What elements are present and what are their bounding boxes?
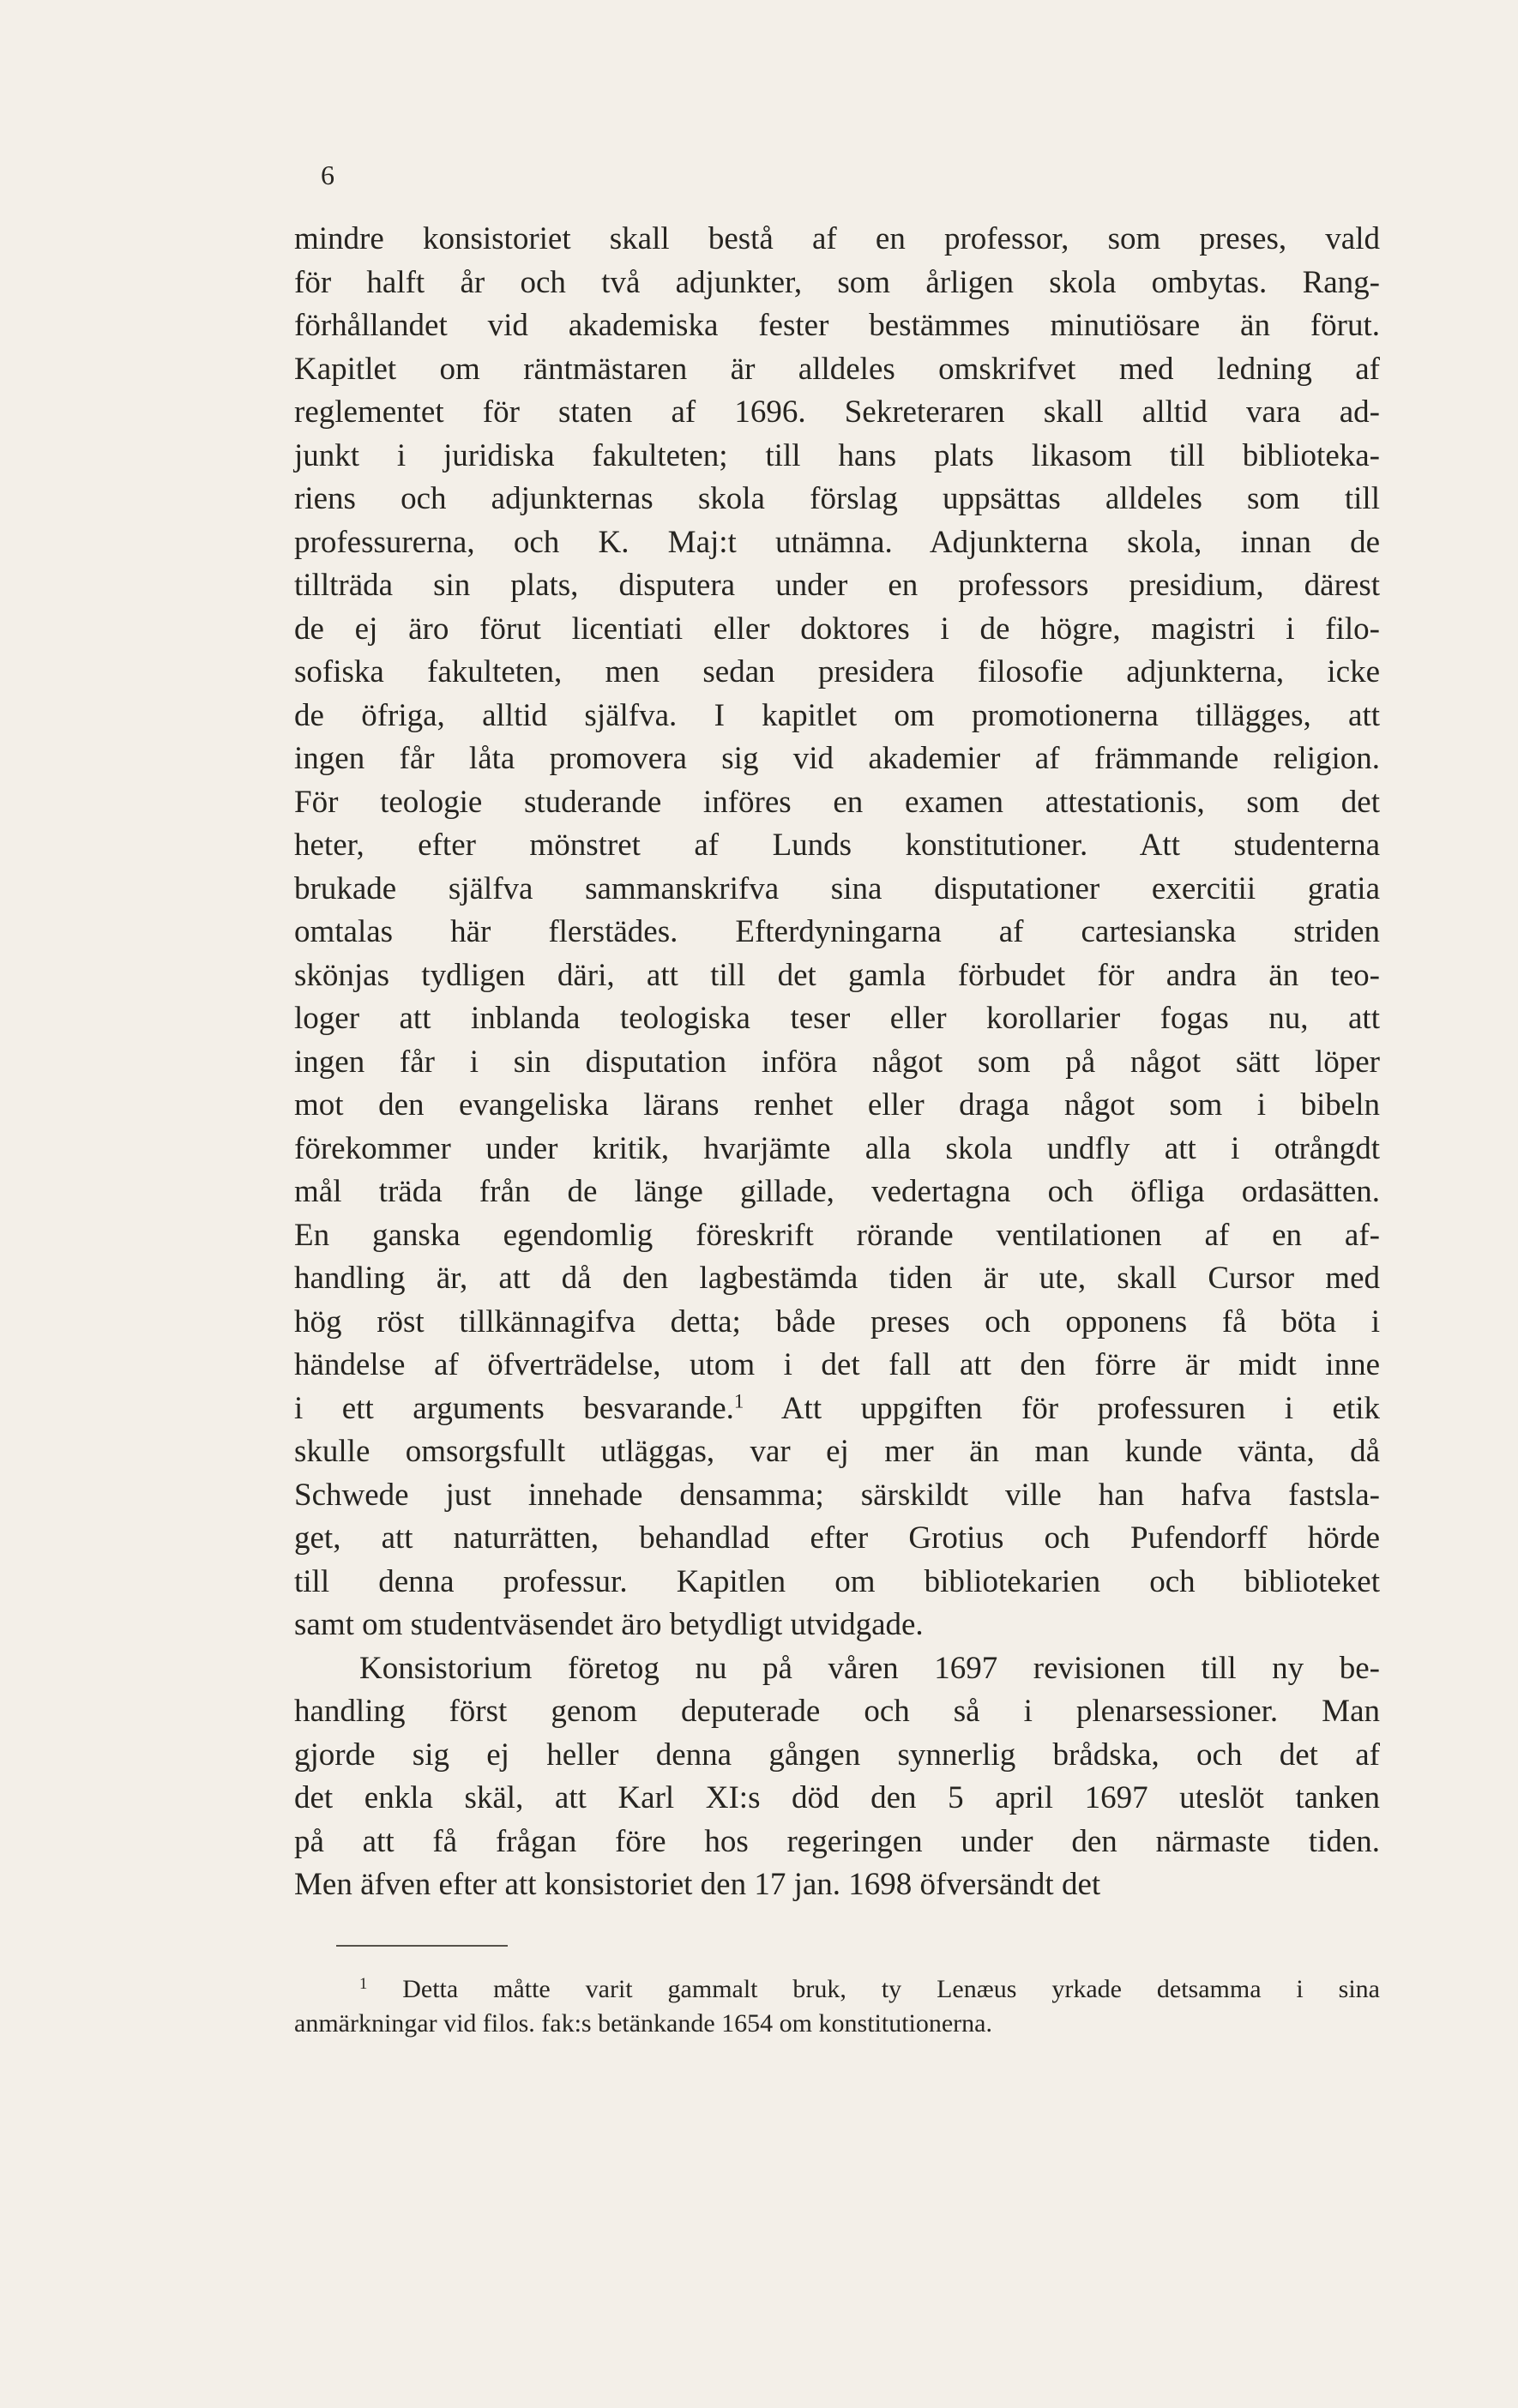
text-line: förhållandet vid akademiska fester bestämmes minutiösare än förut. bbox=[294, 308, 1380, 343]
text-line: handling är, att då den lagbestämda tiden är ute, skall Cursor med bbox=[294, 1261, 1380, 1296]
line-segment: Att uppgiften för professuren i etik bbox=[744, 1390, 1380, 1426]
line-segment: i ett arguments besvarande. bbox=[294, 1390, 734, 1426]
text-line: de öfriga, alltid själfva. I kapitlet om promotionerna tillägges, att bbox=[294, 697, 1380, 733]
footnote-line bbox=[294, 1972, 1380, 2007]
text-line: för halft år och två adjunkter, som årligen skola ombytas. Rang- bbox=[294, 264, 1380, 300]
footnotes bbox=[294, 1972, 1380, 2041]
text-line: mot den evangeliska lärans renhet eller draga något som i bibeln bbox=[294, 1087, 1380, 1123]
text-line: En ganska egendomlig föreskrift rörande ventilationen af en af- bbox=[294, 1217, 1380, 1253]
text-line: omtalas här flerstädes. Efterdyningarna af cartesianska striden bbox=[294, 914, 1380, 949]
text-line bbox=[294, 1388, 1380, 1431]
text-line: tillträda sin plats, disputera under en professors presidium, därest bbox=[294, 568, 1380, 603]
text-line: mål träda från de länge gillade, vedertagna och öfliga ordasätten. bbox=[294, 1174, 1380, 1209]
text-line: till denna professur. Kapitlen om bibliotekarien och biblioteket bbox=[294, 1563, 1380, 1599]
text-line: på att få frågan före hos regeringen under den närmaste tiden. bbox=[294, 1823, 1380, 1859]
footnote-divider bbox=[336, 1945, 508, 1947]
body-text bbox=[294, 218, 1380, 1907]
text-line: gjorde sig ej heller denna gången synnerlig brådska, och det af bbox=[294, 1737, 1380, 1773]
text-line: Kapitlet om räntmästaren är alldeles omskrifvet med ledning af bbox=[294, 351, 1380, 387]
text-line: händelse af öfverträdelse, utom i det fall att den förre är midt inne bbox=[294, 1347, 1380, 1382]
text-line: det enkla skäl, att Karl XI:s död den 5 april 1697 uteslöt tanken bbox=[294, 1780, 1380, 1815]
text-line: brukade själfva sammanskrifva sina disputationer exercitii gratia bbox=[294, 870, 1380, 906]
footnote-reference: 1 bbox=[733, 1389, 744, 1412]
text-line: ingen får i sin disputation införa något som på något sätt löper bbox=[294, 1044, 1380, 1080]
text-line: junkt i juridiska fakulteten; till hans plats likasom till biblioteka- bbox=[294, 437, 1380, 473]
text-line: get, att naturrätten, behandlad efter Grotius och Pufendorff hörde bbox=[294, 1520, 1380, 1556]
text-line: de ej äro förut licentiati eller doktores i de högre, magistri i filo- bbox=[294, 611, 1380, 647]
text-line: skönjas tydligen däri, att till det gamla förbudet för andra än teo- bbox=[294, 957, 1380, 993]
text-line: förekommer under kritik, hvarjämte alla skola undfly att i otrångdt bbox=[294, 1130, 1380, 1166]
text-line: Konsistorium företog nu på våren 1697 revisionen till ny be- bbox=[359, 1650, 1380, 1686]
text-line: heter, efter mönstret af Lunds konstitutioner. Att studenterna bbox=[294, 828, 1380, 863]
text-line: mindre konsistoriet skall bestå af en professor, som preses, vald bbox=[294, 221, 1380, 256]
text-line: riens och adjunkternas skola förslag uppsättas alldeles som till bbox=[294, 481, 1380, 516]
text-line: loger att inblanda teologiska teser eller korollarier fogas nu, att bbox=[294, 1001, 1380, 1036]
page-number: 6 bbox=[321, 160, 334, 190]
footnote-line: anmärkningar vid filos. fak:s betänkande 1654 om konstitutionerna. bbox=[294, 2009, 992, 2038]
text-line: skulle omsorgsfullt utläggas, var ej mer än man kunde vänta, då bbox=[294, 1434, 1380, 1469]
text-line: ingen får låta promovera sig vid akademier af främmande religion. bbox=[294, 741, 1380, 776]
text-line: Men äfven efter att konsistoriet den 17 jan. 1698 öfversändt det bbox=[294, 1867, 1101, 1902]
text-line: samt om studentväsendet äro betydligt utvidgade. bbox=[294, 1607, 924, 1642]
text-line: handling först genom deputerade och så i plenarsessioner. Man bbox=[294, 1694, 1380, 1729]
text-line: sofiska fakulteten, men sedan presidera filosofie adjunkterna, icke bbox=[294, 654, 1380, 689]
text-line: För teologie studerande införes en examen attestationis, som det bbox=[294, 784, 1380, 820]
text-line: reglementet för staten af 1696. Sekreteraren skall alltid vara ad- bbox=[294, 394, 1380, 430]
footnote-marker: 1 bbox=[359, 1974, 368, 1993]
footnote-text: Detta måtte varit gammalt bruk, ty Lenæus yrkade detsamma i sina bbox=[402, 1975, 1381, 2003]
text-line: hög röst tillkännagifva detta; både preses och opponens få böta i bbox=[294, 1303, 1380, 1339]
text-line: Schwede just innehade densamma; särskildt ville han hafva fastsla- bbox=[294, 1477, 1380, 1513]
text-line: professurerna, och K. Maj:t utnämna. Adjunkterna skola, innan de bbox=[294, 524, 1380, 560]
